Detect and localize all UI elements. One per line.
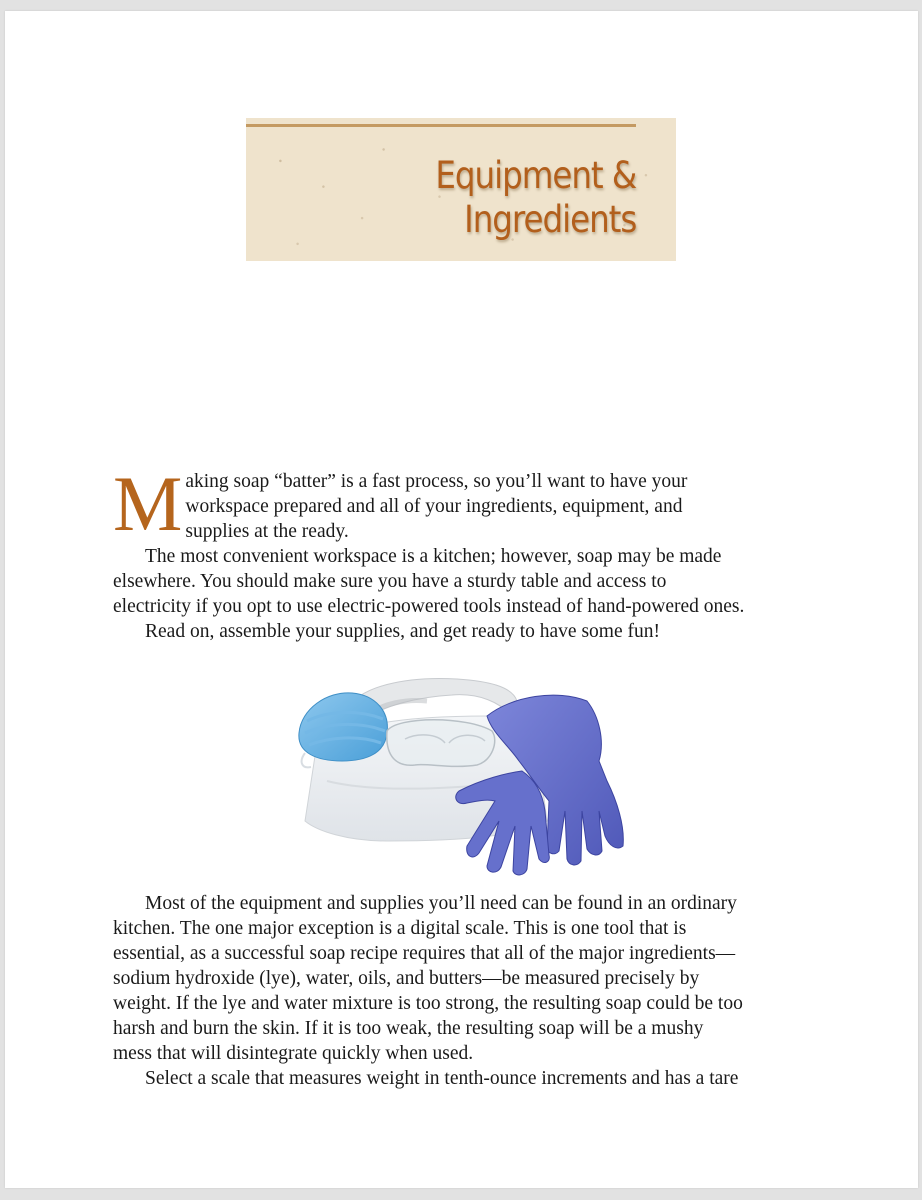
chapter-title-line-2: Ingredients [463, 198, 636, 241]
intro-paragraph-1 [113, 460, 823, 547]
chapter-title-line-1: Equipment & [435, 154, 636, 197]
main-paragraph-1 [113, 891, 823, 1066]
text-line: harsh and burn the skin. If it is too weak, the resulting soap will be a mushy [113, 1018, 704, 1039]
text-line: kitchen. The one major exception is a digital scale. This is one tool that is [113, 918, 687, 939]
chapter-title-banner [246, 118, 676, 261]
text-line: The most convenient workspace is a kitchen; however, soap may be made [145, 546, 722, 567]
text-line: Most of the equipment and supplies you’ll need can be found in an ordinary [145, 893, 737, 914]
text-line: sodium hydroxide (lye), water, oils, and butters—be measured precisely by [113, 968, 700, 989]
text-line: Select a scale that measures weight in tenth-ounce increments and has a tare [145, 1068, 739, 1089]
intro-paragraph-2 [113, 544, 823, 619]
text-line: supplies at the ready. [185, 521, 349, 542]
text-line: Read on, assemble your supplies, and get ready to have some fun! [145, 621, 660, 642]
banner-rule-divider [246, 124, 636, 127]
text-line: electricity if you opt to use electric-powered tools instead of hand-powered ones. [113, 596, 745, 617]
main-section [113, 891, 823, 1091]
safety-equipment-photo [287, 661, 632, 876]
main-paragraph-2 [113, 1066, 823, 1091]
text-line: aking soap “batter” is a fast process, so you’ll want to have your [185, 471, 688, 492]
text-line: elsewhere. You should make sure you have a sturdy table and access to [113, 571, 667, 592]
intro-section [113, 460, 823, 644]
safety-goggles [387, 720, 495, 767]
drop-cap: M [113, 460, 183, 547]
document-page [5, 11, 918, 1188]
text-line: weight. If the lye and water mixture is too strong, the resulting soap could be too [113, 993, 743, 1014]
intro-paragraph-3 [113, 619, 823, 644]
chapter-title [435, 154, 636, 242]
text-line: workspace prepared and all of your ingredients, equipment, and [185, 496, 683, 517]
text-line: essential, as a successful soap recipe requires that all of the major ingredients— [113, 943, 736, 964]
text-line: mess that will disintegrate quickly when used. [113, 1043, 474, 1064]
